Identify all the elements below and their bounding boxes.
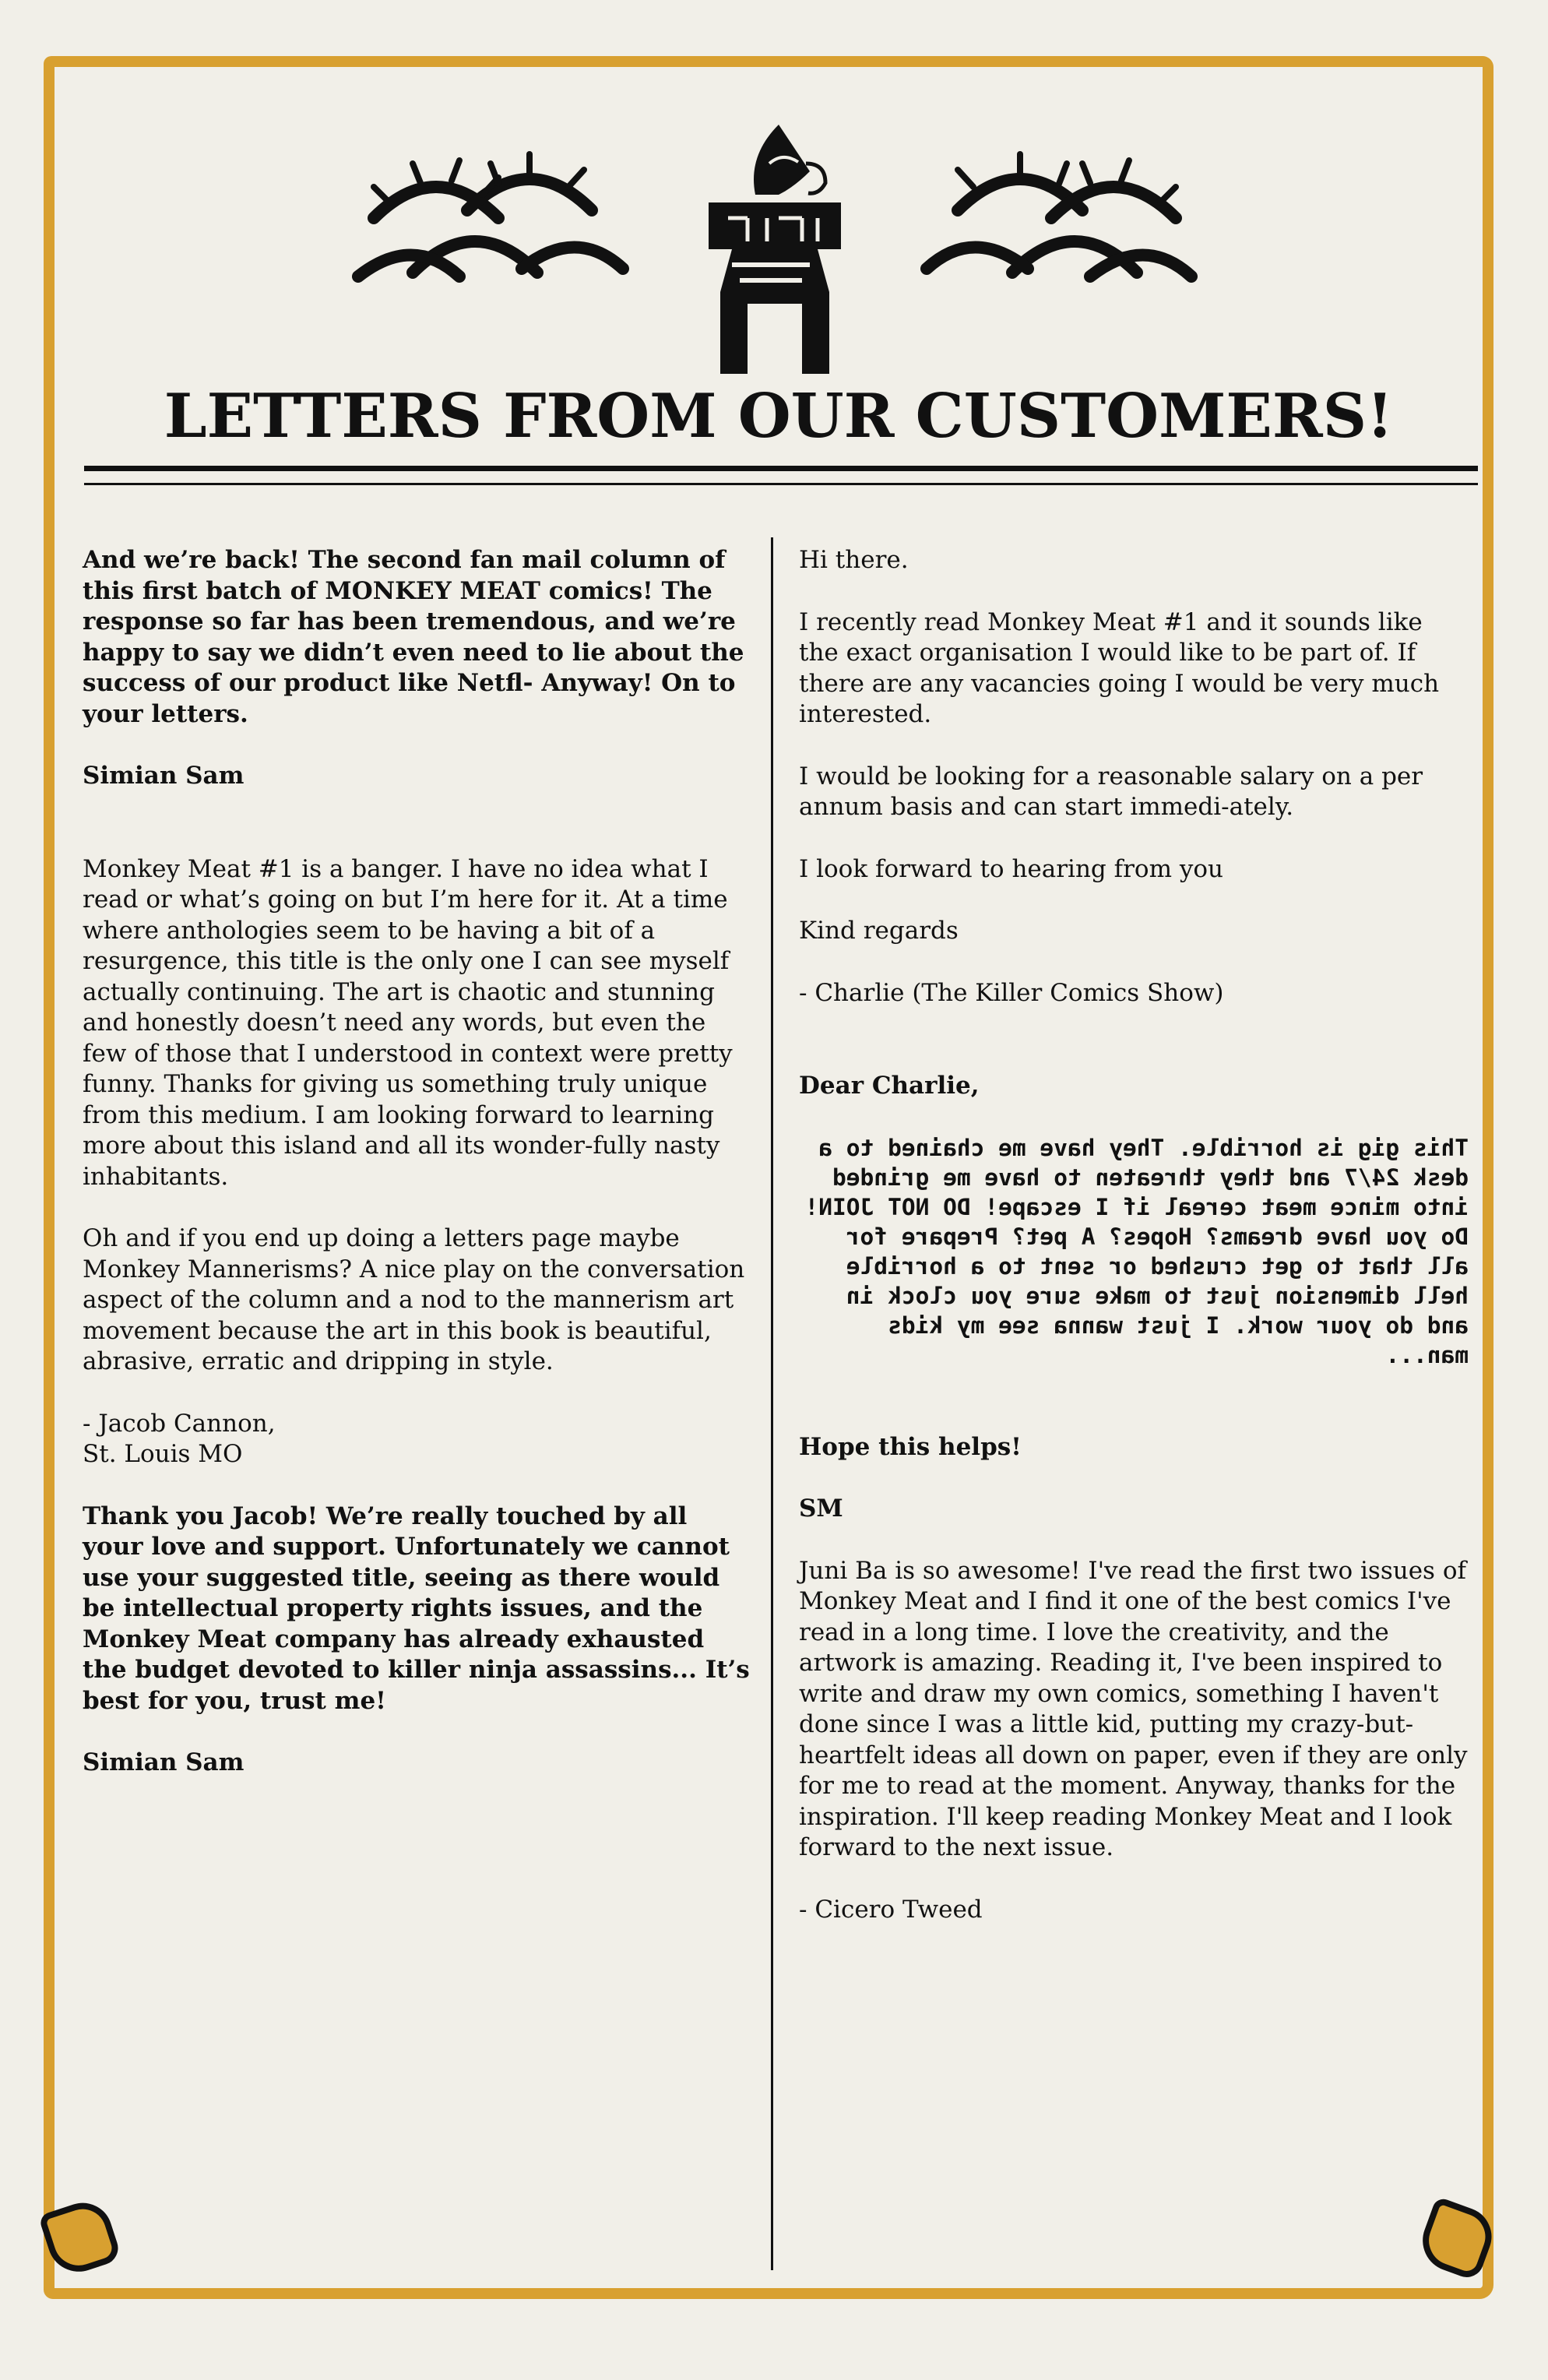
letter-closing: Kind regards [799, 917, 959, 945]
title-rule-thin [84, 483, 1478, 485]
arc-ornament-icon [927, 248, 1028, 269]
reply-greeting: Dear Charlie, [799, 1072, 980, 1100]
letter-paragraph: Juni Ba is so awesome! I've read the first two issues of Monkey Meat and I find it one of the best comics I've read in a long time. I love the creativity, and the artwork is amazing. Reading it, I've been inspired to write and draw my own comics, something I haven't done since I was a little kid, putting my crazy-but-heartfelt ideas all down on paper, even if they are only for me to read at the moment. Anyway, thanks for the inspiration. I'll keep reading Monkey Meat and I look forward to the next issue. [799, 1556, 1468, 1861]
letter-paragraph: Monkey Meat #1 is a banger. I have no idea what I read or what’s going on but I’m here for it. At a time where anthologies seem to be having a bit of a resurgence, this title is the only one I can see myself actually continuing. The art is chaotic and stunning and honestly doesn’t need any words, but even the few of those that I understood in context were pretty funny. Thanks for giving us something truly unique from this medium. I am looking forward to learning more about this island and all its wonder-fully nasty inhabitants. [83, 854, 733, 1191]
column-divider [771, 537, 773, 2270]
intro-text: And we’re back! The second fan mail column of this first batch of MONKEY MEAT comics! The response so far has been tremendous, and we’re happy to say we didn’t even need to lie about the success of our product like Netfl- Anyway! On to your letters. [83, 546, 744, 728]
right-column [799, 545, 1469, 1956]
intro-signoff: Simian Sam [83, 762, 245, 790]
page-title: LETTERS FROM OUR CUSTOMERS! [164, 381, 1394, 452]
arc-ornament-icon [522, 248, 623, 269]
letter-signature-place: St. Louis MO [83, 1440, 243, 1468]
letter-paragraph: I would be looking for a reasonable salary on a per annum basis and can start immedi-ately. [799, 762, 1423, 821]
letter-greeting: Hi there. [799, 546, 909, 574]
monkey-meat-logo-icon [343, 109, 1207, 374]
letter-paragraph: I look forward to hearing from you [799, 854, 1223, 883]
reply-mirrored-text: This gig is horrible. They have me chained to a desk 24/7 and they threaten to have me grinded into mince meat cereal if I escape! DO NOT JOIN! Do you have dreams? Hopes? A pet? Prepare for all that to get crushed or sent to a horrible hell dimension just to make sure you clock in and do your work. I just wanna see my kids man... [804, 1134, 1469, 1368]
letter-signature-name: - Jacob Cannon, [83, 1409, 276, 1438]
reply-closing: Hope this helps! [799, 1432, 1022, 1461]
reply-signoff: SM [799, 1495, 843, 1523]
title-rule-thick [84, 466, 1478, 471]
letter-signature: - Charlie (The Killer Comics Show) [799, 978, 1224, 1007]
reply-text: Thank you Jacob! We’re really touched by all your love and support. Unfortunately we cannot use your suggested title, seeing as there would be intellectual property rights issues, and the Monkey Meat company has already exhausted the budget devoted to killer ninja assassins... It’s best for you, trust me! [83, 1502, 750, 1715]
left-column [83, 545, 752, 1810]
letter-paragraph: I recently read Monkey Meat #1 and it sounds like the exact organisation I would like to be part of. If there are any vacancies going I would be very much interested. [799, 607, 1440, 728]
letter-paragraph: Oh and if you end up doing a letters page maybe Monkey Mannerisms? A nice play on the conversation aspect of the column and a nod to the mannerism art movement because the art in this book is beautiful, abrasive, erratic and dripping in style. [83, 1224, 745, 1375]
letter-signature: - Cicero Tweed [799, 1895, 983, 1924]
reply-signoff: Simian Sam [83, 1748, 245, 1776]
